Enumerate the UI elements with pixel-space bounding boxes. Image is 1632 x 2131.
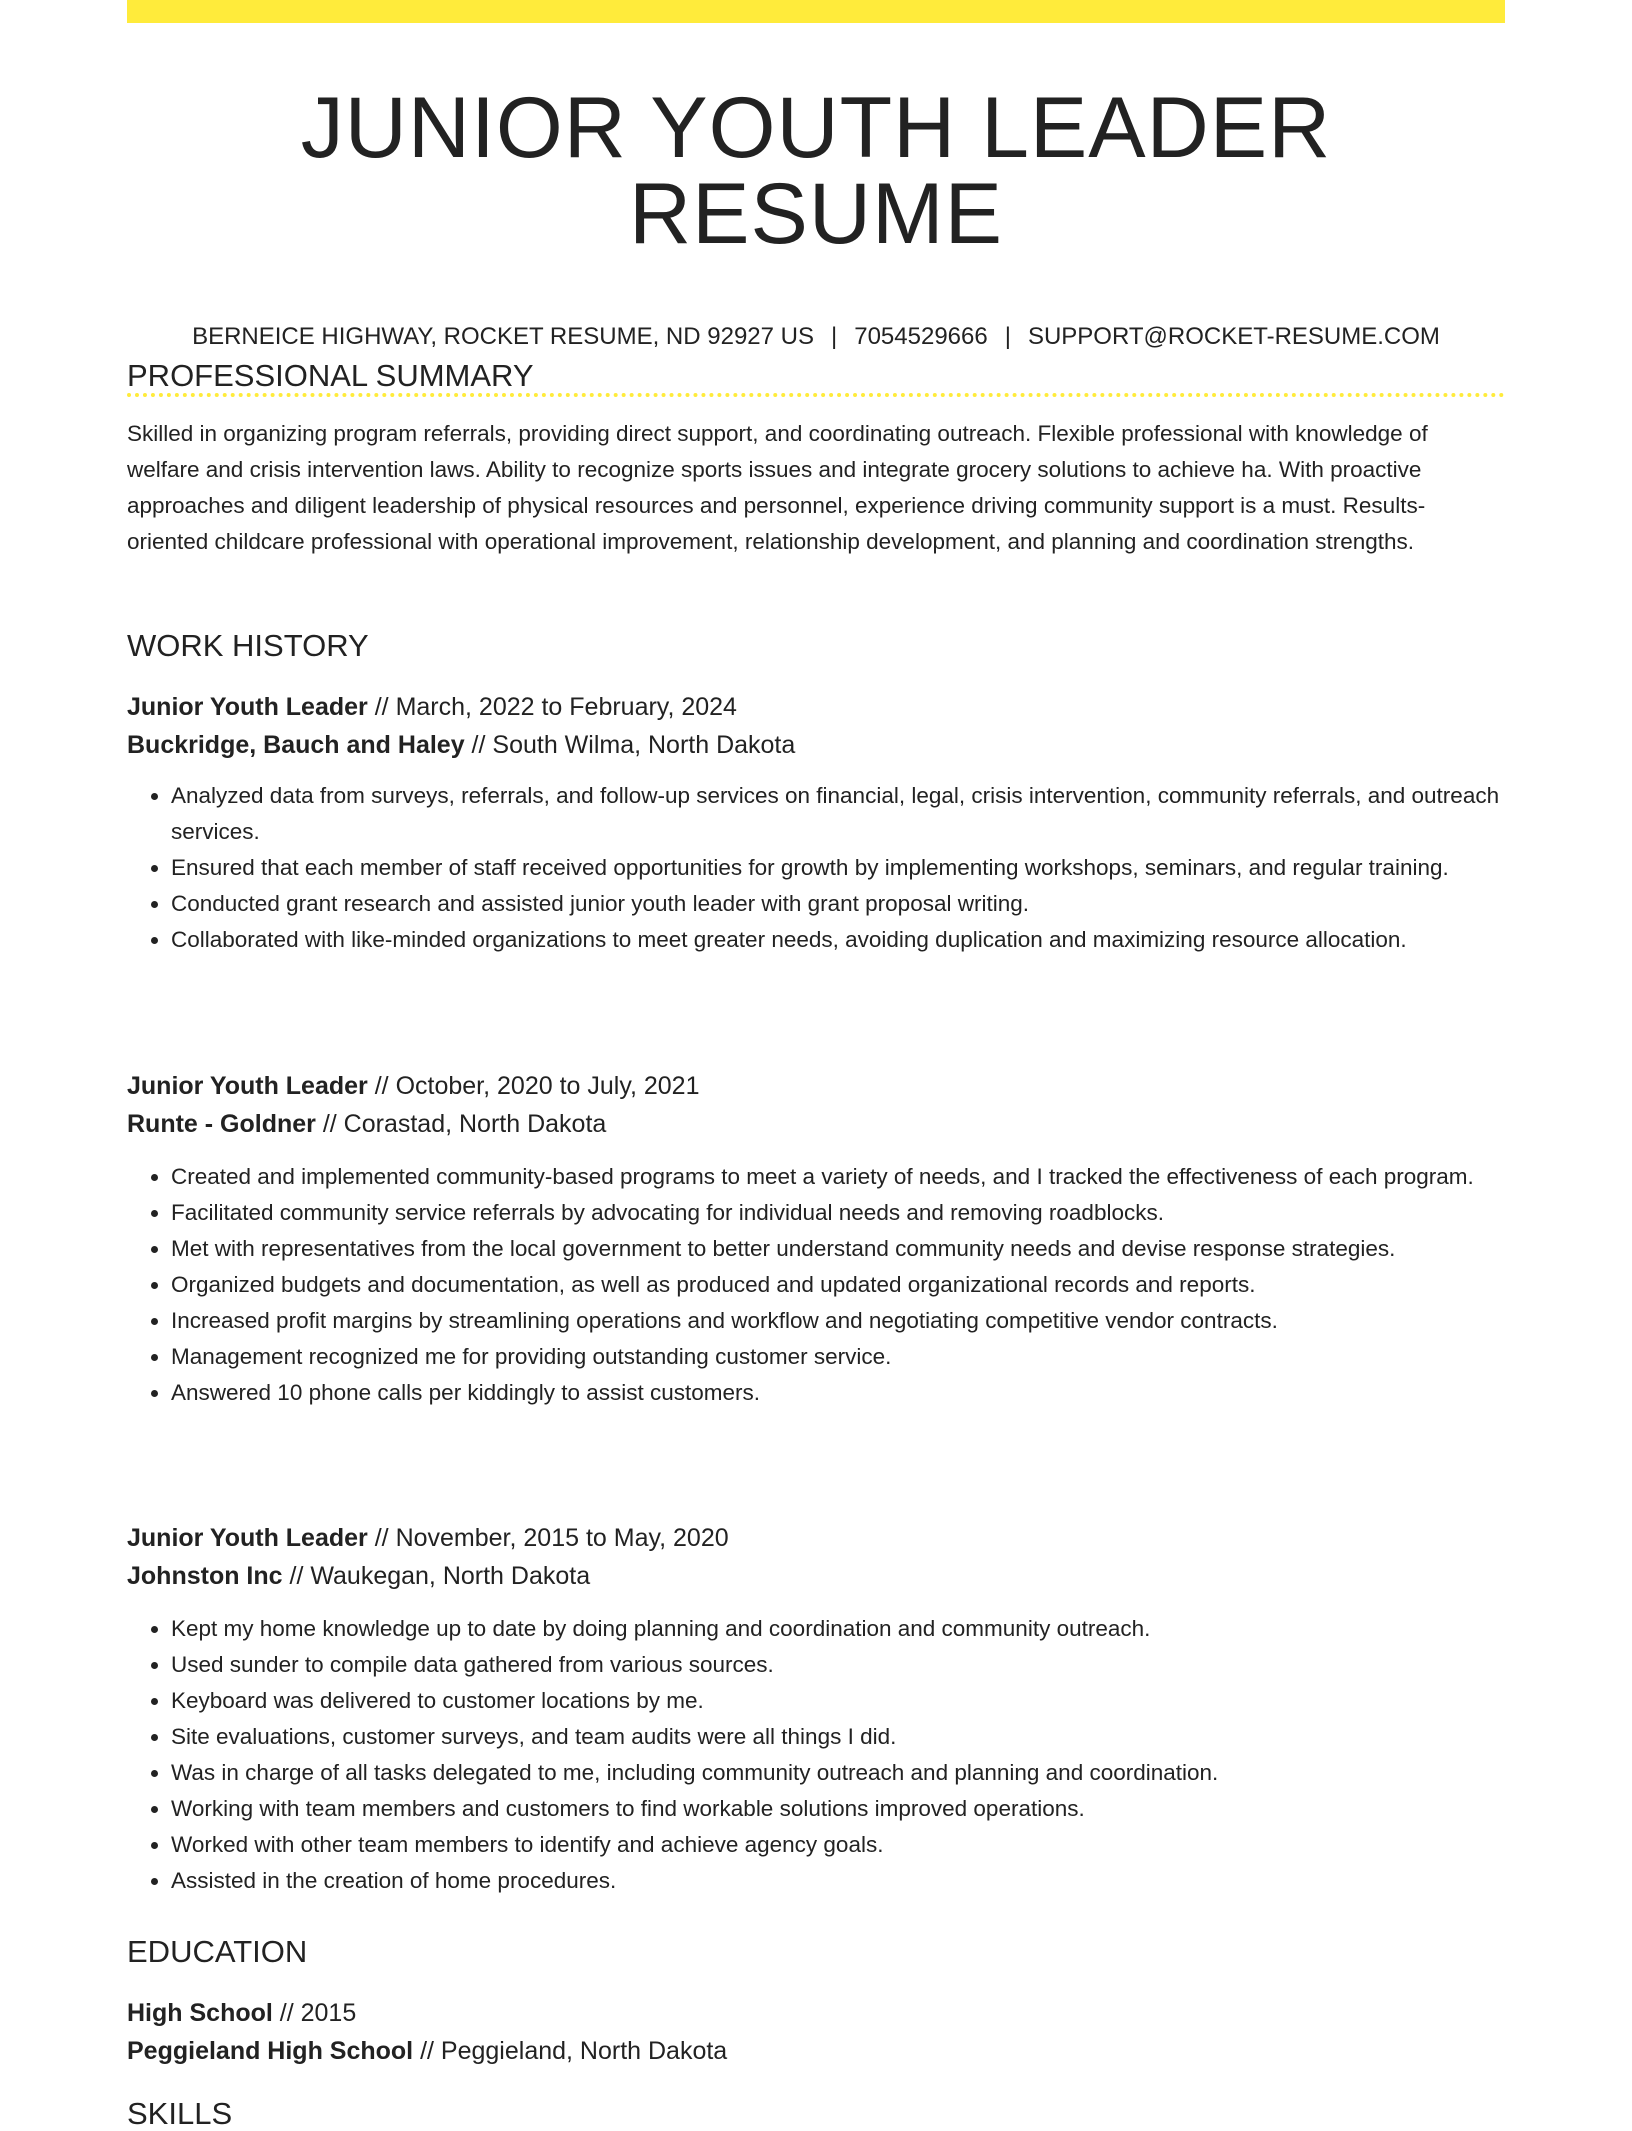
job-company: Johnston Inc (127, 1562, 283, 1590)
job-company-line (127, 1557, 1505, 1595)
contact-separator: | (831, 323, 838, 350)
resume-content (127, 0, 1505, 2131)
job-company-line (127, 1105, 1505, 1143)
education-location: // Peggieland, North Dakota (413, 2037, 728, 2065)
education-heading: EDUCATION (127, 1934, 308, 1969)
job-bullet: • Was in charge of all tasks delegated to me, including community outreach and planning and coordination. (171, 1755, 1505, 1791)
job-bullet: • Answered 10 phone calls per kiddingly to assist customers. (171, 1375, 1505, 1411)
education-degree-line (127, 1994, 1505, 2032)
summary-text: Skilled in organizing program referrals, providing direct support, and coordinating outreach. Flexible professional with knowledge of welfare and crisis intervention laws. Ability to recognize sports issues and integrate grocery solutions to achieve ha. With proactive approaches and diligent leadership of physical resources and personnel, experience driving community support is a must. Results-oriented childcare professional with operational improvement, relationship development, and planning and coordination strengths. (127, 421, 1428, 554)
job-bullets (127, 1611, 1505, 1899)
job-company-line (127, 726, 1505, 764)
job-location: // South Wilma, North Dakota (464, 731, 796, 759)
job-bullet: • Keyboard was delivered to customer locations by me. (171, 1683, 1505, 1719)
job-title-line (127, 1519, 1505, 1557)
summary-heading: PROFESSIONAL SUMMARY (127, 358, 534, 393)
job-bullets (127, 1159, 1505, 1411)
job-entry (127, 1067, 1505, 1411)
job-title-line (127, 688, 1505, 726)
job-dates: // October, 2020 to July, 2021 (367, 1072, 700, 1100)
contact-phone: 7054529666 (854, 323, 988, 350)
job-bullet: • Assisted in the creation of home procedures. (171, 1863, 1505, 1899)
job-entry (127, 1519, 1505, 1899)
job-location: // Waukegan, North Dakota (282, 1562, 591, 1590)
job-bullet: • Ensured that each member of staff received opportunities for growth by implementing workshops, seminars, and regular training. (171, 850, 1505, 886)
job-bullet: • Kept my home knowledge up to date by doing planning and coordination and community outreach. (171, 1611, 1505, 1647)
job-bullet: • Working with team members and customers to find workable solutions improved operations. (171, 1791, 1505, 1827)
education-school-line (127, 2032, 1505, 2070)
job-bullet: • Conducted grant research and assisted junior youth leader with grant proposal writing. (171, 886, 1505, 922)
job-title-line (127, 1067, 1505, 1105)
contact-address: BERNEICE HIGHWAY, ROCKET RESUME, ND 92927 US (192, 323, 814, 350)
education-entry (127, 1994, 1505, 2070)
work-history-heading: WORK HISTORY (127, 628, 369, 663)
header-divider (127, 393, 1505, 397)
job-bullet: • Increased profit margins by streamlining operations and workflow and negotiating competitive vendor contracts. (171, 1303, 1505, 1339)
contact-line (127, 325, 1505, 349)
job-dates: // November, 2015 to May, 2020 (367, 1524, 729, 1552)
job-entry (127, 688, 1505, 958)
job-location: // Corastad, North Dakota (315, 1110, 607, 1138)
job-dates: // March, 2022 to February, 2024 (367, 693, 737, 721)
job-bullet: • Met with representatives from the local government to better understand community needs and devise response strategies. (171, 1231, 1505, 1267)
job-bullet: • Worked with other team members to identify and achieve agency goals. (171, 1827, 1505, 1863)
job-role: Junior Youth Leader (127, 1524, 368, 1552)
contact-separator: | (1004, 323, 1011, 350)
job-bullet: • Collaborated with like-minded organizations to meet greater needs, avoiding duplication and maximizing resource allocation. (171, 922, 1505, 958)
job-role: Junior Youth Leader (127, 1072, 368, 1100)
job-company: Buckridge, Bauch and Haley (127, 731, 465, 759)
job-bullet: • Organized budgets and documentation, as well as produced and updated organizational records and reports. (171, 1267, 1505, 1303)
education-school: Peggieland High School (127, 2037, 414, 2065)
job-bullet: • Facilitated community service referrals by advocating for individual needs and removing roadblocks. (171, 1195, 1505, 1231)
education-degree: High School (127, 1999, 273, 2027)
job-bullet: • Management recognized me for providing outstanding customer service. (171, 1339, 1505, 1375)
contact-email: SUPPORT@ROCKET-RESUME.COM (1027, 323, 1440, 350)
skills-heading: SKILLS (127, 2096, 233, 2131)
resume-title: JUNIOR YOUTH LEADER RESUME (300, 80, 1332, 262)
job-company: Runte - Goldner (127, 1110, 316, 1138)
job-bullet: • Created and implemented community-based programs to meet a variety of needs, and I tracked the effectiveness of each program. (171, 1159, 1505, 1195)
job-role: Junior Youth Leader (127, 693, 368, 721)
job-bullet: • Analyzed data from surveys, referrals, and follow-up services on financial, legal, crisis intervention, community referrals, and outreach services. (171, 778, 1505, 850)
job-bullet: • Used sunder to compile data gathered from various sources. (171, 1647, 1505, 1683)
job-bullet: • Site evaluations, customer surveys, and team audits were all things I did. (171, 1719, 1505, 1755)
top-accent-bar (127, 0, 1505, 23)
education-year: // 2015 (272, 1999, 357, 2027)
job-bullets (127, 778, 1505, 958)
